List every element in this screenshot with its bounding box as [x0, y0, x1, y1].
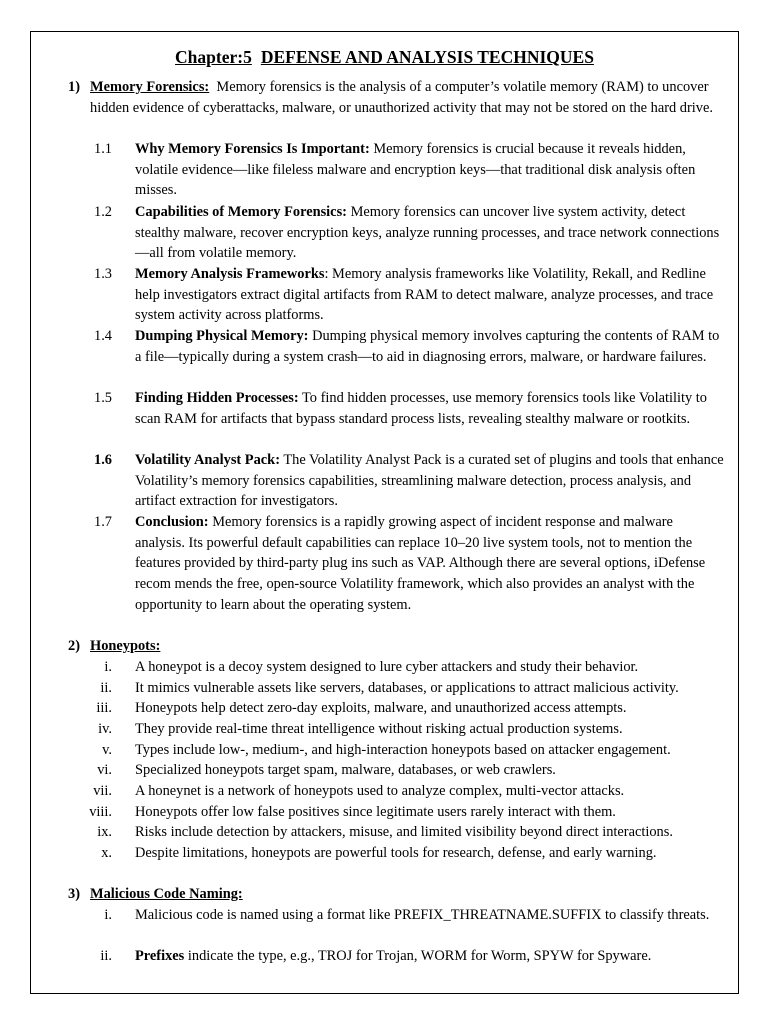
item-text: indicate the type, e.g., TROJ for Trojan, WORM for Worm, SPYW for Spyware. — [184, 948, 652, 964]
item-text: They provide real-time threat intelligence without risking actual production systems. — [135, 721, 623, 737]
subsection-number: 1.4 — [94, 328, 112, 344]
item-text: A honeypot is a decoy system designed to lure cyber attackers and study their behavior. — [135, 659, 639, 675]
subsection-title: Finding Hidden Processes: — [135, 390, 299, 406]
item-bold-term: Prefixes — [135, 948, 185, 964]
subsection-text: To find hidden processes, use memory forensics tools like Volatility to scan RAM for artifacts that bypass standard process lists, revealing stealthy malware or rootkits. — [135, 390, 707, 427]
section-heading: Malicious Code Naming: — [90, 886, 243, 902]
item-text: Honeypots offer low false positives since legitimate users rarely interact with them. — [135, 804, 616, 820]
section-number: 2) — [68, 638, 80, 654]
item-text: Specialized honeypots target spam, malware, databases, or web crawlers. — [135, 762, 556, 778]
subsection-title: Conclusion: — [135, 514, 209, 530]
section-heading: Honeypots: — [90, 638, 161, 654]
item-number: vii. — [93, 783, 112, 799]
item-text: Malicious code is named using a format like PREFIX_THREATNAME.SUFFIX to classify threats. — [135, 907, 710, 923]
subsection-number: 1.1 — [94, 141, 112, 157]
item-number: i. — [104, 659, 112, 675]
section-number: 1) — [68, 79, 80, 95]
item-number: ix. — [97, 824, 112, 840]
chapter-label: Chapter:5 — [175, 47, 252, 67]
subsection-text: The Volatility Analyst Pack is a curated set of plugins and tools that enhance Volatility’s memory forensics capabilities, streamlining malware detection, process analysis, and artifact extraction for investigators. — [135, 452, 724, 510]
item-number: v. — [102, 742, 112, 758]
item-text: Honeypots help detect zero-day exploits, malware, and unauthorized access attempts. — [135, 700, 627, 716]
item-number: iii. — [96, 700, 112, 716]
subsection-text: Memory forensics can uncover live system activity, detect stealthy malware, recover encryption keys, analyze running processes, and trace network connections—all from volatile memory. — [135, 204, 720, 262]
item-number: x. — [101, 845, 112, 861]
item-number: ii. — [100, 680, 112, 696]
chapter-heading: DEFENSE AND ANALYSIS TECHNIQUES — [260, 47, 594, 67]
subsection-number: 1.6 — [94, 452, 112, 468]
subsection-title: Dumping Physical Memory: — [135, 328, 309, 344]
item-number: viii. — [89, 804, 112, 820]
subsection-text: : Memory analysis frameworks like Volatility, Rekall, and Redline help investigators extract digital artifacts from RAM to detect malware, analyze processes, and trace system activity across platforms. — [135, 266, 714, 324]
item-text: A honeynet is a network of honeypots used to analyze complex, multi-vector attacks. — [135, 783, 625, 799]
subsection-text: Dumping physical memory involves capturing the contents of RAM to a file—typically during a system crash—to aid in diagnosing errors, malware, or hardware failures. — [135, 328, 720, 365]
item-text: Despite limitations, honeypots are powerful tools for research, defense, and early warning. — [135, 845, 657, 861]
chapter-title — [30, 46, 739, 68]
item-text: Risks include detection by attackers, misuse, and limited visibility beyond direct interactions. — [135, 824, 673, 840]
subsection-title: Capabilities of Memory Forensics: — [135, 204, 347, 220]
subsection-title: Memory Analysis Frameworks — [135, 266, 325, 282]
item-number: iv. — [98, 721, 112, 737]
subsection-text: Memory forensics is a rapidly growing aspect of incident response and malware analysis. Its powerful default capabilities can replace 10–20 live system tools, not to mention the features provided by third-party plug ins such as VAP. Although there are several options, iDefense recom mends the free, open-source Volatility framework, which also provides an analyst with the opportunity to learn about the operating system. — [135, 514, 706, 613]
subsection-number: 1.5 — [94, 390, 112, 406]
subsection-number: 1.2 — [94, 204, 112, 220]
item-number: ii. — [100, 948, 112, 964]
subsection-number: 1.7 — [94, 514, 112, 530]
item-number: i. — [104, 907, 112, 923]
section-heading: Memory Forensics: — [90, 79, 210, 95]
item-text: It mimics vulnerable assets like servers, databases, or applications to attract malicious activity. — [135, 680, 679, 696]
subsection-number: 1.3 — [94, 266, 112, 282]
item-text: Types include low-, medium-, and high-interaction honeypots based on attacker engagement. — [135, 742, 671, 758]
subsection-title: Volatility Analyst Pack: — [135, 452, 280, 468]
subsection-title: Why Memory Forensics Is Important: — [135, 141, 370, 157]
section-number: 3) — [68, 886, 80, 902]
subsection-text: Memory forensics is crucial because it reveals hidden, volatile evidence—like fileless malware and encryption keys—that traditional disk analysis often misses. — [135, 141, 696, 199]
section-intro: Memory forensics is the analysis of a computer’s volatile memory (RAM) to uncover hidden evidence of cyberattacks, malware, or unauthorized activity that may not be stored on the hard drive. — [90, 79, 713, 116]
item-number: vi. — [97, 762, 112, 778]
